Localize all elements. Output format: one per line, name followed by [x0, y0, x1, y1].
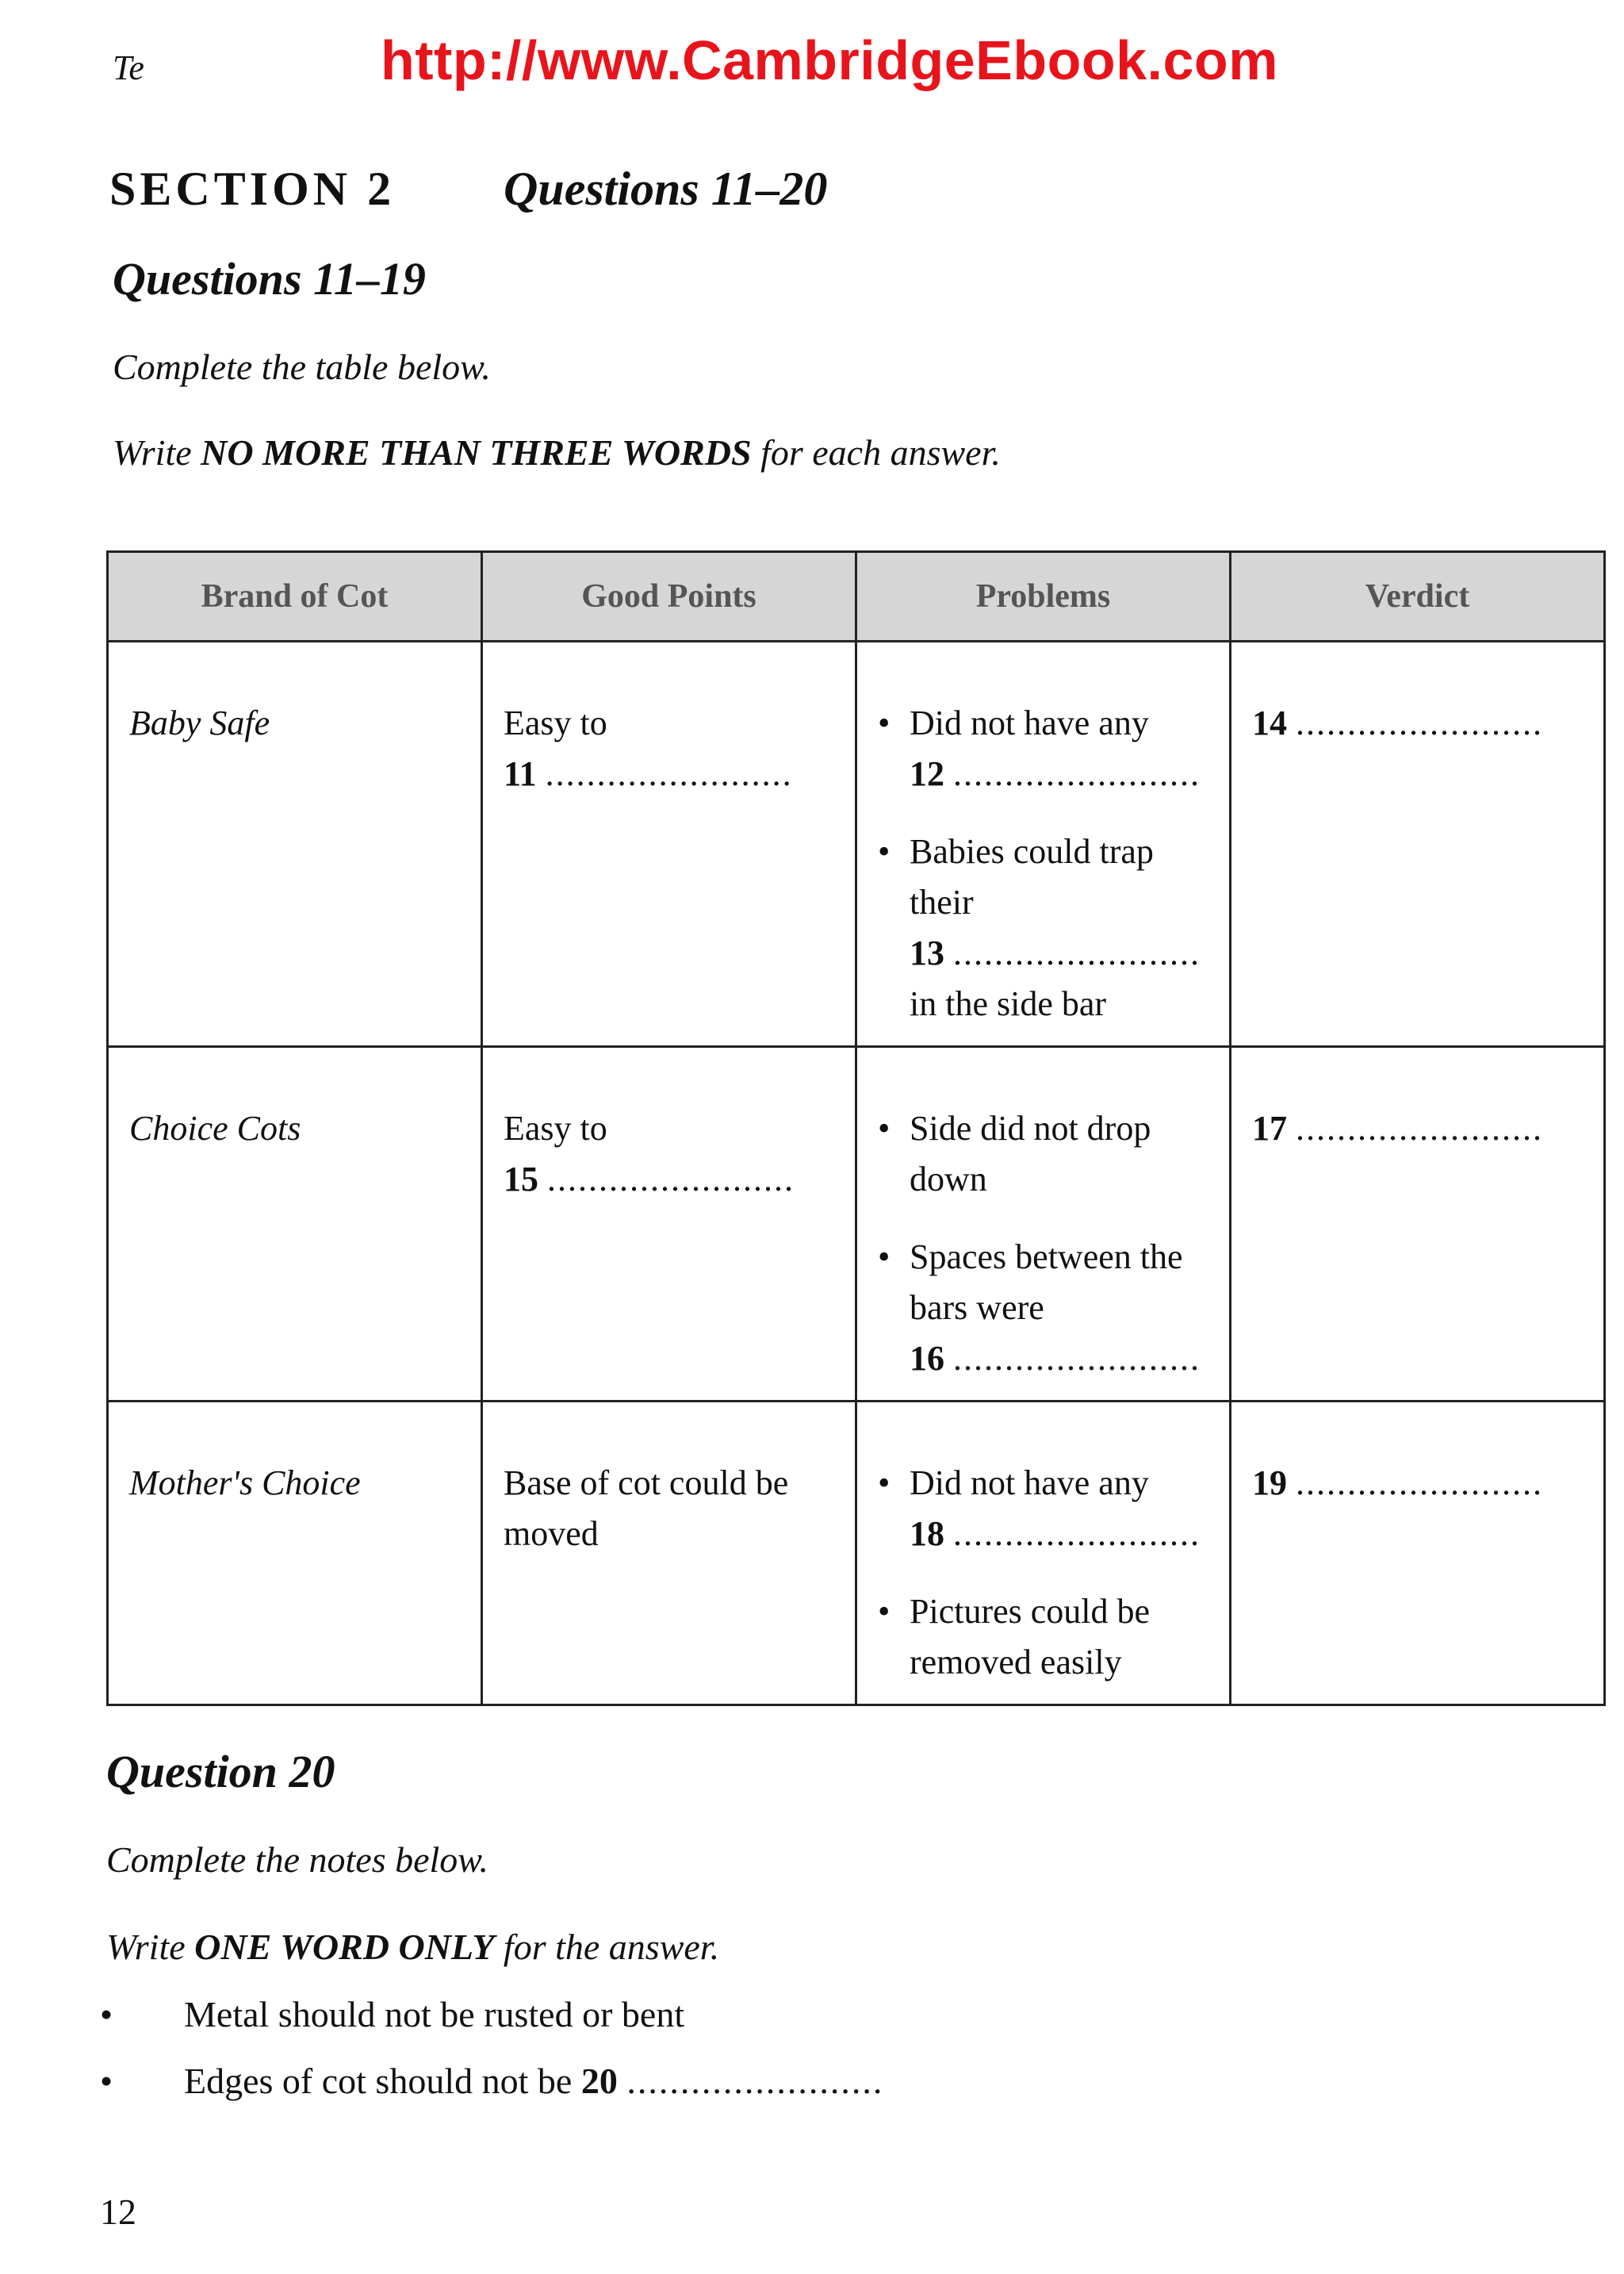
- answer-blank[interactable]: ........................: [953, 1514, 1201, 1553]
- table-body: [108, 642, 1605, 1705]
- answer-blank[interactable]: ........................: [545, 754, 793, 793]
- section-title: SECTION 2: [109, 163, 396, 215]
- problems-list: [878, 1458, 1208, 1688]
- verdict-cell: [1231, 1402, 1605, 1705]
- answer-blank[interactable]: ........................: [626, 2061, 884, 2101]
- site-url-link[interactable]: http://www.CambridgeEbook.com: [381, 29, 1278, 91]
- table-header-row: [108, 552, 1605, 642]
- problem-text: Side did not drop down: [910, 1109, 1151, 1198]
- table-row: [108, 642, 1605, 1047]
- col-header-good-points: Good Points: [482, 552, 856, 642]
- problem-text: Did not have any: [910, 704, 1149, 742]
- answer-blank[interactable]: ........................: [1296, 1463, 1543, 1502]
- good-points-cell: [482, 1047, 856, 1402]
- problem-text: Babies could trap their: [910, 832, 1154, 922]
- answer-blank[interactable]: ........................: [953, 934, 1201, 972]
- good-points-text: Easy to: [504, 1109, 607, 1148]
- notes-word-limit: Write ONE WORD ONLY for the answer.: [106, 1927, 720, 1967]
- answer-gap-number: 12: [910, 754, 944, 793]
- problem-item: [878, 1103, 1208, 1205]
- problem-item: [878, 1232, 1208, 1384]
- note-text: Metal should not be rusted or bent: [184, 1994, 685, 2034]
- answer-gap-number: 17: [1252, 1109, 1287, 1148]
- answer-blank[interactable]: ........................: [1296, 1109, 1543, 1148]
- answer-blank[interactable]: ........................: [547, 1160, 795, 1198]
- answer-blank[interactable]: ........................: [953, 754, 1201, 793]
- col-header-verdict: Verdict: [1231, 552, 1605, 642]
- problems-cell: [856, 1047, 1231, 1402]
- section-question-range: Questions 11–20: [504, 163, 828, 215]
- problem-item: [878, 1458, 1208, 1559]
- brand-cell: Mother's Choice: [108, 1402, 482, 1705]
- good-points-text: Easy to: [504, 704, 607, 742]
- table-row: [108, 1402, 1605, 1705]
- answer-blank[interactable]: ........................: [1296, 704, 1543, 742]
- brand-cell: Choice Cots: [108, 1047, 482, 1402]
- problem-text-after: in the side bar: [910, 984, 1107, 1023]
- note-item: [95, 2048, 1205, 2115]
- problems-list: [878, 698, 1208, 1030]
- word-limit-emphasis: NO MORE THAN THREE WORDS: [201, 432, 752, 473]
- notes-instruction: Complete the notes below.: [106, 1839, 489, 1880]
- col-header-problems: Problems: [856, 552, 1231, 642]
- page-number: 12: [100, 2192, 136, 2232]
- running-head: Te: [113, 48, 144, 87]
- problem-item: [878, 698, 1208, 800]
- answer-gap-number: 16: [910, 1339, 944, 1378]
- notes-word-limit-emphasis: ONE WORD ONLY: [194, 1927, 495, 1967]
- col-header-brand: Brand of Cot: [108, 552, 482, 642]
- brand-cell: Baby Safe: [108, 642, 482, 1047]
- verdict-cell: [1231, 642, 1605, 1047]
- question-20-heading: Question 20: [106, 1746, 335, 1797]
- page-header: [113, 29, 1540, 92]
- good-points-cell: [482, 1402, 856, 1705]
- questions-11-19-heading: Questions 11–19: [113, 253, 426, 305]
- note-item: [95, 1981, 1205, 2048]
- problem-item: [878, 1586, 1208, 1688]
- answer-gap-number: 14: [1252, 704, 1287, 742]
- word-limit-instruction: Write NO MORE THAN THREE WORDS for each answer.: [113, 432, 1001, 473]
- answer-table: [106, 550, 1606, 1706]
- problems-cell: [856, 642, 1231, 1047]
- answer-gap-number: 19: [1252, 1463, 1287, 1502]
- problem-item: [878, 826, 1208, 1030]
- bullet-icon: •: [100, 2061, 113, 2101]
- answer-blank[interactable]: ........................: [953, 1339, 1201, 1378]
- bullet-icon: •: [100, 1994, 113, 2034]
- notes-list: [95, 1981, 1205, 2115]
- verdict-cell: [1231, 1047, 1605, 1402]
- note-text: Edges of cot should not be: [184, 2061, 573, 2101]
- problem-text: Spaces between the bars were: [910, 1237, 1183, 1327]
- problem-text: Did not have any: [910, 1463, 1149, 1502]
- table-row: [108, 1047, 1605, 1402]
- table-instruction: Complete the table below.: [113, 347, 491, 387]
- answer-gap-number: 18: [910, 1514, 944, 1553]
- good-points-text: Base of cot could be moved: [504, 1463, 789, 1553]
- answer-gap-number: 11: [504, 754, 537, 793]
- problem-text: Pictures could be removed easily: [910, 1592, 1151, 1682]
- good-points-cell: [482, 642, 856, 1047]
- problems-list: [878, 1103, 1208, 1384]
- answer-gap-number: 13: [910, 934, 944, 972]
- answer-gap-number: 20: [580, 2061, 618, 2101]
- answer-gap-number: 15: [504, 1160, 538, 1198]
- problems-cell: [856, 1402, 1231, 1705]
